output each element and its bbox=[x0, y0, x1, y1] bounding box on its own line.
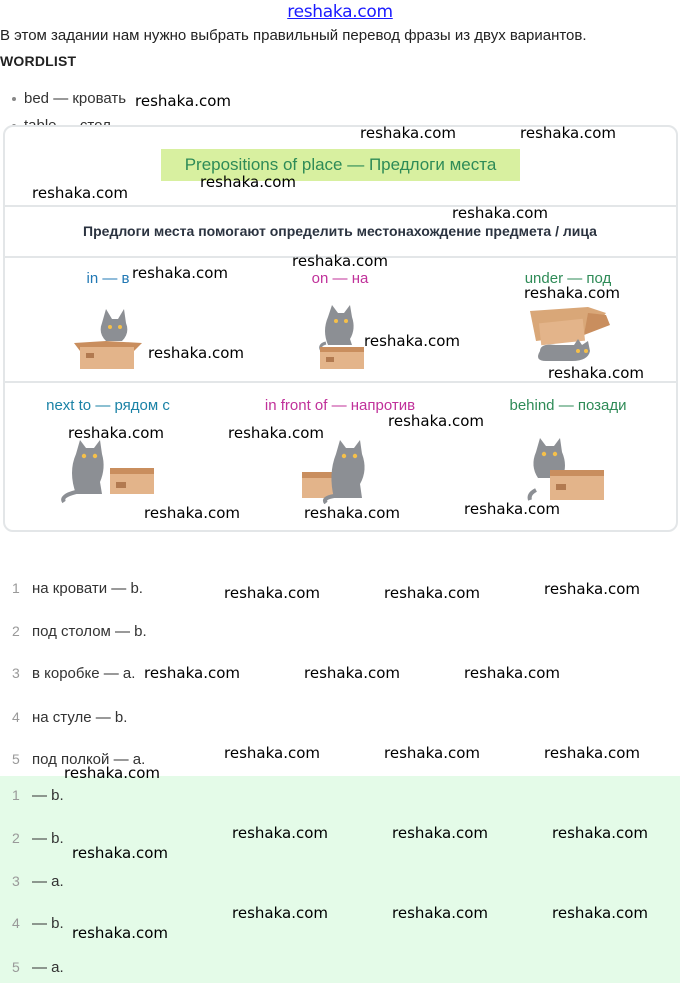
card-subtitle: Предлоги места помогают определить местонахождение предмета / лица bbox=[83, 223, 597, 239]
answer-item: — b. bbox=[32, 915, 64, 932]
cat-in-front-of-box-icon bbox=[300, 438, 380, 504]
watermark: reshaka.com bbox=[144, 664, 240, 682]
answer-number: 4 bbox=[12, 915, 20, 931]
watermark: reshaka.com bbox=[464, 500, 560, 518]
preposition-label-on: on — на bbox=[311, 270, 369, 287]
cat-in-box-icon bbox=[72, 305, 144, 371]
watermark: reshaka.com bbox=[364, 332, 460, 350]
answers-block bbox=[0, 776, 680, 983]
watermark: reshaka.com bbox=[144, 504, 240, 522]
exercise-item: под полкой — a. bbox=[32, 751, 146, 768]
item-number: 4 bbox=[12, 709, 20, 725]
watermark: reshaka.com bbox=[384, 584, 480, 602]
watermark: reshaka.com bbox=[232, 904, 328, 922]
preposition-label-behind: behind — позади bbox=[509, 397, 627, 414]
watermark: reshaka.com bbox=[464, 664, 560, 682]
item-number: 3 bbox=[12, 665, 20, 681]
watermark: reshaka.com bbox=[388, 412, 484, 430]
watermark: reshaka.com bbox=[292, 252, 388, 270]
watermark: reshaka.com bbox=[148, 344, 244, 362]
watermark: reshaka.com bbox=[304, 664, 400, 682]
watermark: reshaka.com bbox=[392, 904, 488, 922]
watermark: reshaka.com bbox=[452, 204, 548, 222]
watermark: reshaka.com bbox=[548, 364, 644, 382]
wordlist-item-text: bed — кровать bbox=[24, 90, 127, 107]
preposition-label-under: under — под bbox=[524, 270, 612, 287]
wordlist-heading: WORDLIST bbox=[0, 53, 77, 69]
item-number: 2 bbox=[12, 623, 20, 639]
watermark: reshaka.com bbox=[304, 504, 400, 522]
watermark: reshaka.com bbox=[392, 824, 488, 842]
watermark: reshaka.com bbox=[200, 173, 296, 191]
watermark: reshaka.com bbox=[520, 124, 616, 142]
watermark: reshaka.com bbox=[524, 284, 620, 302]
site-link[interactable]: reshaka.com bbox=[287, 2, 393, 22]
watermark: reshaka.com bbox=[544, 744, 640, 762]
item-number: 5 bbox=[12, 751, 20, 767]
bullet-icon bbox=[12, 97, 16, 101]
watermark: reshaka.com bbox=[64, 764, 160, 782]
watermark: reshaka.com bbox=[552, 824, 648, 842]
answer-number: 3 bbox=[12, 873, 20, 889]
cat-under-box-icon bbox=[526, 305, 612, 367]
exercise-item: на стуле — b. bbox=[32, 709, 128, 726]
answer-item: — b. bbox=[32, 787, 64, 804]
preposition-label-in: in — в bbox=[86, 270, 130, 287]
watermark: reshaka.com bbox=[72, 924, 168, 942]
answer-number: 2 bbox=[12, 830, 20, 846]
exercise-item: на кровати — b. bbox=[32, 580, 143, 597]
answer-number: 1 bbox=[12, 787, 20, 803]
answer-item: — b. bbox=[32, 830, 64, 847]
watermark: reshaka.com bbox=[224, 744, 320, 762]
watermark: reshaka.com bbox=[552, 904, 648, 922]
preposition-label-in-front-of: in front of — напротив bbox=[264, 397, 416, 414]
exercise-item: под столом — b. bbox=[32, 623, 147, 640]
watermark: reshaka.com bbox=[224, 584, 320, 602]
watermark: reshaka.com bbox=[228, 424, 324, 442]
card-title: Prepositions of place — Предлоги места bbox=[161, 149, 520, 181]
wordlist-item bbox=[12, 90, 126, 107]
answer-item: — a. bbox=[32, 959, 64, 976]
watermark: reshaka.com bbox=[360, 124, 456, 142]
watermark: reshaka.com bbox=[384, 744, 480, 762]
watermark: reshaka.com bbox=[544, 580, 640, 598]
answer-number: 5 bbox=[12, 959, 20, 975]
watermark: reshaka.com bbox=[32, 184, 128, 202]
watermark: reshaka.com bbox=[72, 844, 168, 862]
item-number: 1 bbox=[12, 580, 20, 596]
divider bbox=[4, 205, 677, 207]
intro-text: В этом задании нам нужно выбрать правильный перевод фразы из двух вариантов. bbox=[0, 27, 587, 44]
watermark: reshaka.com bbox=[232, 824, 328, 842]
watermark: reshaka.com bbox=[135, 92, 231, 110]
exercise-item: в коробке — a. bbox=[32, 665, 136, 682]
cat-on-box-icon bbox=[318, 305, 368, 371]
preposition-label-next-to: next to — рядом с bbox=[46, 397, 170, 414]
answer-item: — a. bbox=[32, 873, 64, 890]
cat-next-to-box-icon bbox=[58, 438, 158, 504]
cat-behind-box-icon bbox=[526, 438, 608, 504]
watermark: reshaka.com bbox=[68, 424, 164, 442]
watermark: reshaka.com bbox=[132, 264, 228, 282]
